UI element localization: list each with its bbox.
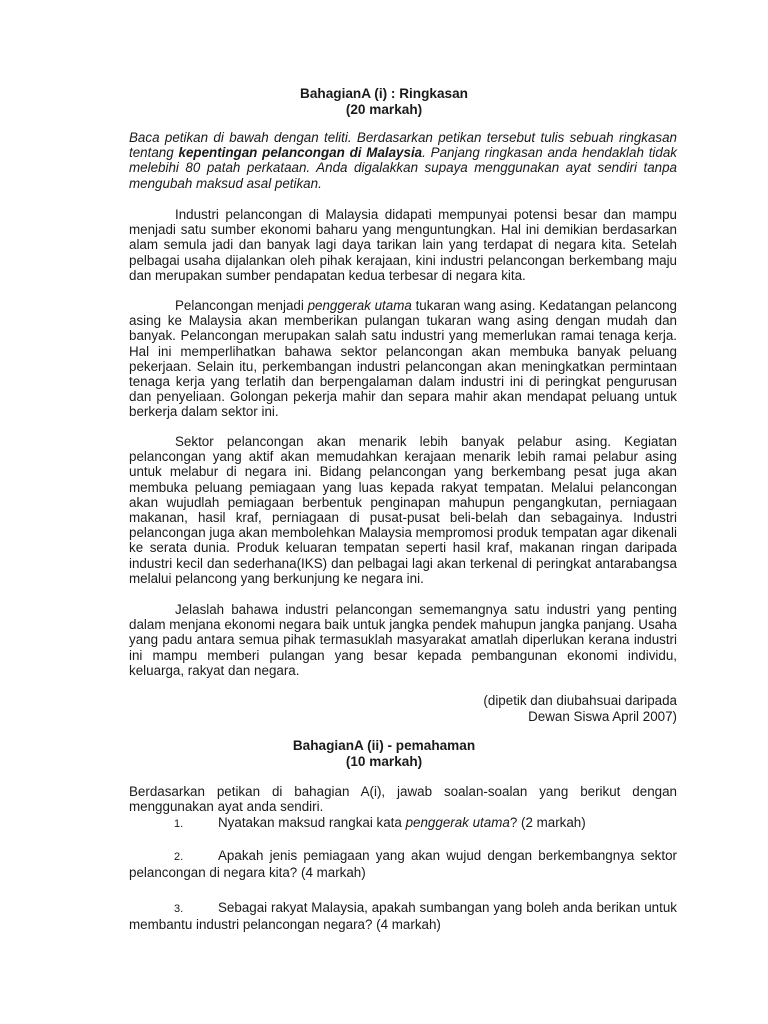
section-a1-title: BahagianA (i) : Ringkasan (300, 86, 468, 101)
source-line-2: Dewan Siswa April 2007) (528, 709, 677, 724)
paragraph-2 (129, 298, 677, 420)
paragraph-2-start: Pelancongan menjadi (175, 298, 308, 313)
source-line-1: (dipetik dan diubahsuai daripada (483, 693, 677, 708)
question-1 (129, 815, 677, 832)
section-a1-instruction (129, 130, 677, 191)
question-2-text: Apakah jenis pemiagaan yang akan wujud dengan berkembangnya sektor pelancongan di negara kita? (4 markah) (129, 848, 677, 881)
question-1-number: 1. (174, 818, 184, 830)
question-1-italic: penggerak utama (405, 815, 510, 830)
paragraph-3: Sektor pelancongan akan menarik lebih banyak pelabur asing. Kegiatan pelancongan yang aktif akan memudahkan kerajaan menarik lebih ramai pelabur asing untuk melabur di negara ini. Bidang pelancongan yang berkembang pesat juga akan membuka peluang pemiagaan yang luas kepada rakyat tempatan. Melalui pelancongan akan wujudlah pemiagaan berbentuk penginapan mahupun pengangkutan, perniagaan makanan, hasil kraf, perniagaan di pusat-pusat beli-belah dan sebagainya. Industri pelancongan juga akan membolehkan Malaysia mempromosi produk tempatan agar dikenali ke serata dunia. Produk keluaran tempatan seperti hasil kraf, makanan ringan daripada industri kecil dan sederhana(IKS) dan pelbagai lagi akan terkenal di peringkat antarabangsa melalui pelancong yang berkunjung ke negara ini. (129, 434, 677, 586)
question-3-text: Sebagai rakyat Malaysia, apakah sumbangan yang boleh anda berikan untuk membantu industri pelancongan negara? (4 markah) (129, 900, 677, 933)
instruction-text-1: Baca petikan di bawah dengan teliti. Berdasarkan petikan tersebut tulis sebuah ringkasan tentang (129, 130, 677, 161)
paragraph-4: Jelaslah bahawa industri pelancongan sememangnya satu industri yang penting dalam menjana ekonomi negara baik untuk jangka pendek mahupun jangka panjang. Usaha yang padu antara semua pihak termasuklah masyarakat amatlah diperlukan kerana industri ini mampu memberi pulangan yang besar kepada pembangunan ekonomi individu, keluarga, rakyat dan negara. (129, 602, 677, 678)
question-3 (129, 900, 677, 932)
section-a1-marks: (20 markah) (345, 102, 423, 117)
instruction-text-2: . Panjang ringkasan anda hendaklah tidak melebihi 80 patah perkataan. Anda digalakkan supaya menggunakan ayat sendiri tanpa mengubah maksud asal petikan. (129, 145, 677, 191)
question-1-end: ? (2 markah) (509, 815, 586, 830)
question-2-number: 2. (174, 851, 184, 863)
question-1-text: Nyatakan maksud rangkai kata (218, 815, 406, 830)
question-2 (129, 848, 677, 880)
paragraph-2-rest: tukaran wang asing. Kedatangan pelancong asing ke Malaysia akan memberikan pulangan tukaran wang asing dengan mudah dan banyak. Pelancongan merupakan salah satu industri yang memerlukan ramai tenaga kerja. Hal ini memperlihatkan bahawa sektor pelancongan akan membuka banyak peluang pekerjaan. Selain itu, perkembangan industri pelancongan akan meningkatkan permintaan tenaga kerja yang terlatih dan berpengalaman dalam industri ini di peringkat pengurusan dan penyeliaan. Golongan pekerja mahir dan separa mahir akan mendapat peluang untuk berkerja dalam sektor ini. (129, 298, 677, 420)
section-a2-marks: (10 markah) (345, 754, 423, 769)
paragraph-1: Industri pelancongan di Malaysia didapati mempunyai potensi besar dan mampu menjadi satu sumber ekonomi baharu yang menguntungkan. Hal ini demikian berdasarkan alam semula jadi dan banyak lagi daya tarikan lain yang terdapat di negara kita. Setelah pelbagai usaha dijalankan oleh pihak kerajaan, kini industri pelancongan berkembang maju dan merupakan sumber pendapatan kedua terbesar di negara kita. (129, 207, 677, 283)
instruction-emphasis: kepentingan pelancongan di Malaysia (178, 145, 423, 161)
paragraph-2-italic: penggerak utama (307, 298, 412, 313)
question-3-number: 3. (174, 903, 184, 915)
section-a2-instruction: Berdasarkan petikan di bahagian A(i), jawab soalan-soalan yang berikut dengan menggunakan ayat anda sendiri. (129, 784, 677, 815)
section-a2-title: BahagianA (ii) - pemahaman (292, 738, 476, 753)
